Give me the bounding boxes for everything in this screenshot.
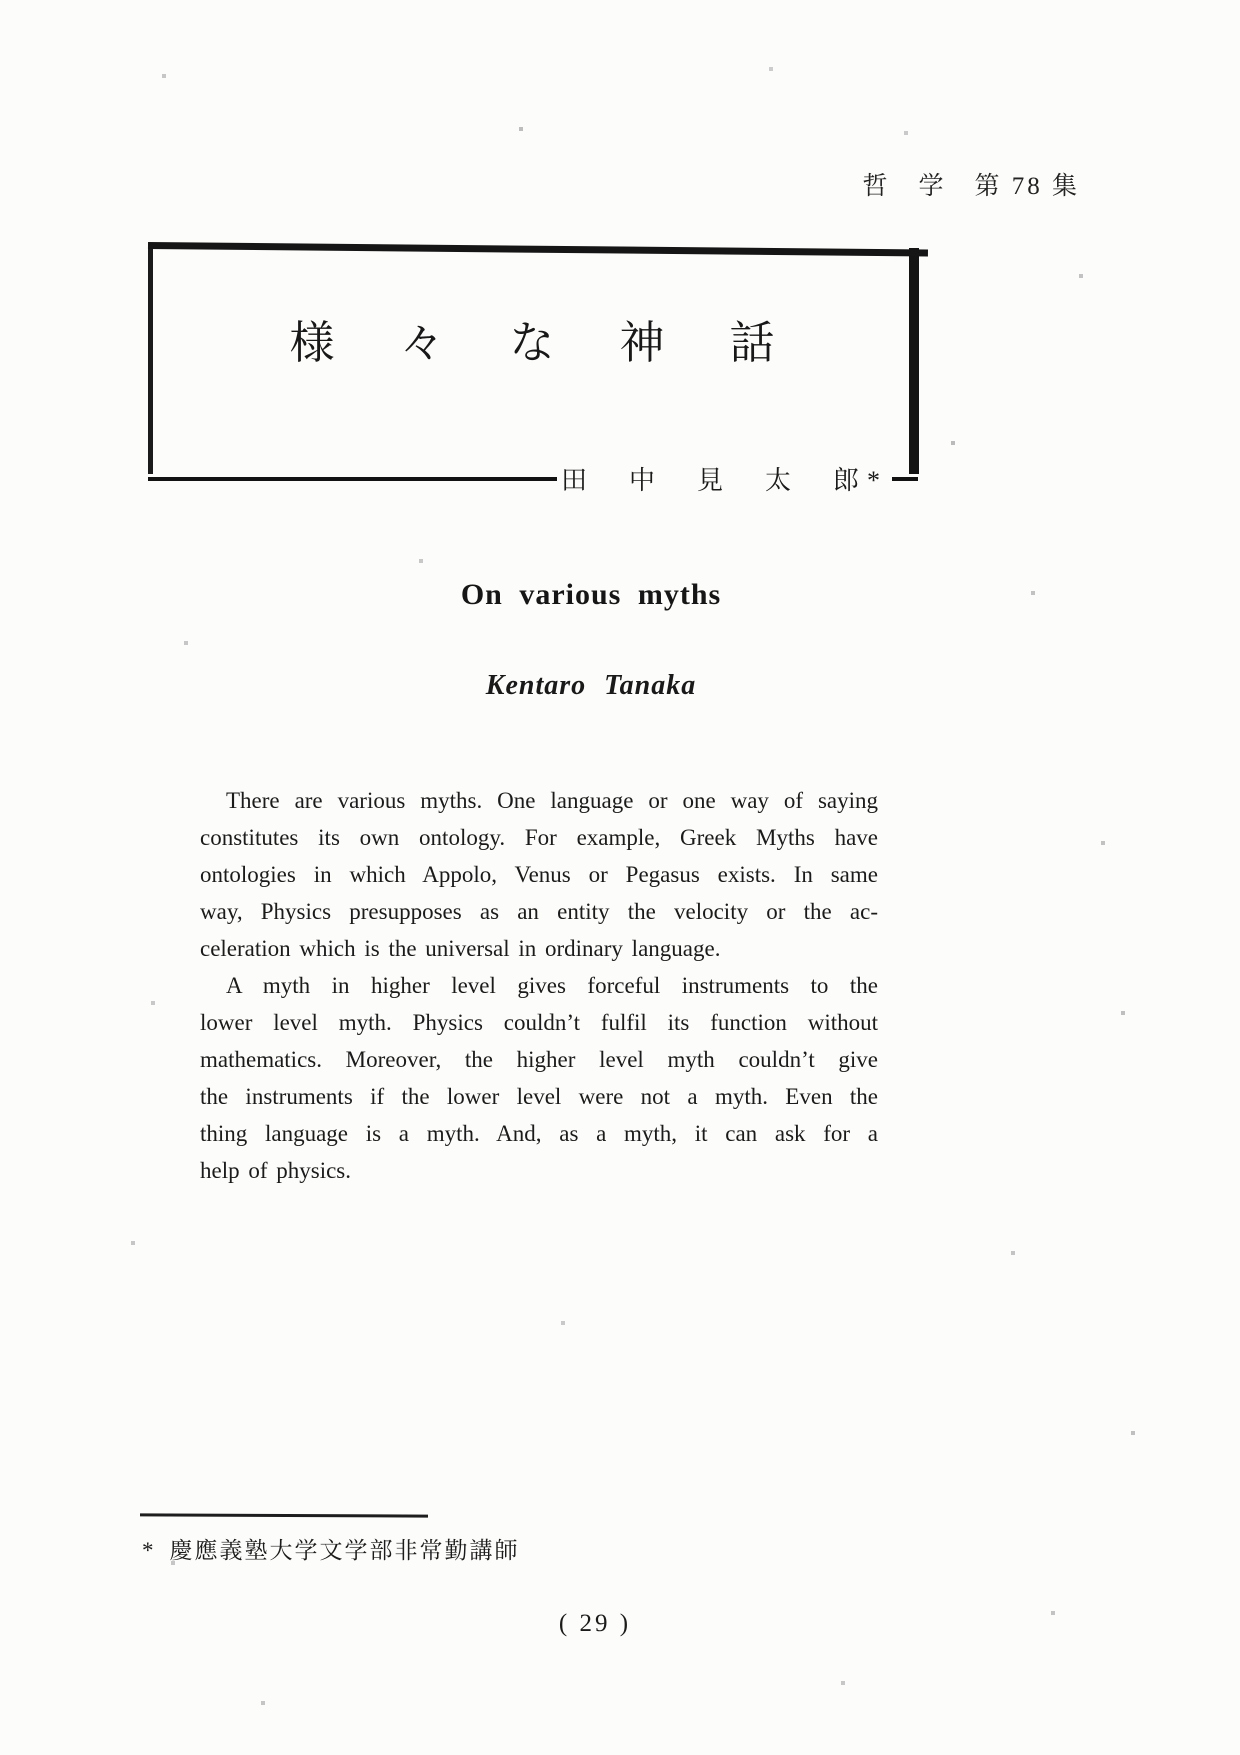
- body-line: celeration which is the universal in ordinary language.: [200, 936, 721, 961]
- paragraph: [200, 782, 878, 967]
- footnote-rule: [140, 1513, 428, 1517]
- scan-noise: [0, 0, 2, 2]
- journal-header: 哲 学 第 78 集: [862, 173, 1080, 200]
- body-line: the instruments if the lower level were not a myth. Even the: [200, 1084, 878, 1109]
- body-line: A myth in higher level gives forceful instruments to the: [226, 973, 878, 998]
- body-text: [200, 782, 878, 1189]
- body-line: There are various myths. One language or one way of saying: [226, 788, 878, 813]
- body-line: lower level myth. Physics couldn’t fulfil its function without: [200, 1010, 878, 1035]
- author-row: [148, 460, 918, 497]
- body-line: constitutes its own ontology. For example, Greek Myths have: [200, 825, 878, 850]
- author-rule-right: [892, 477, 918, 481]
- author-rule-left: [148, 477, 557, 481]
- title-box: [148, 248, 919, 474]
- body-line: ontologies in which Appolo, Venus or Pegasus exists. In same: [200, 862, 878, 887]
- body-line: thing language is a myth. And, as a myth, it can ask for a: [200, 1121, 878, 1146]
- paper-title-japanese: 様 々 な 神 話: [289, 318, 785, 368]
- body-line: mathematics. Moreover, the higher level myth couldn’t give: [200, 1047, 878, 1072]
- paper-title-english: On various myths: [460, 578, 722, 611]
- footnote-marker: *: [142, 1538, 156, 1563]
- author-name-japanese: 田 中 見 太 郎*: [560, 466, 888, 495]
- author-name-english: Kentaro Tanaka: [485, 670, 697, 701]
- footnote-text: 慶應義塾大学文学部非常勤講師: [169, 1538, 520, 1563]
- body-line: help of physics.: [200, 1158, 352, 1183]
- footnote: [142, 1532, 520, 1565]
- paragraph: [200, 967, 878, 1189]
- body-line: way, Physics presupposes as an entity the velocity or the ac-: [200, 899, 878, 924]
- page-number: ( 29 ): [558, 1610, 632, 1637]
